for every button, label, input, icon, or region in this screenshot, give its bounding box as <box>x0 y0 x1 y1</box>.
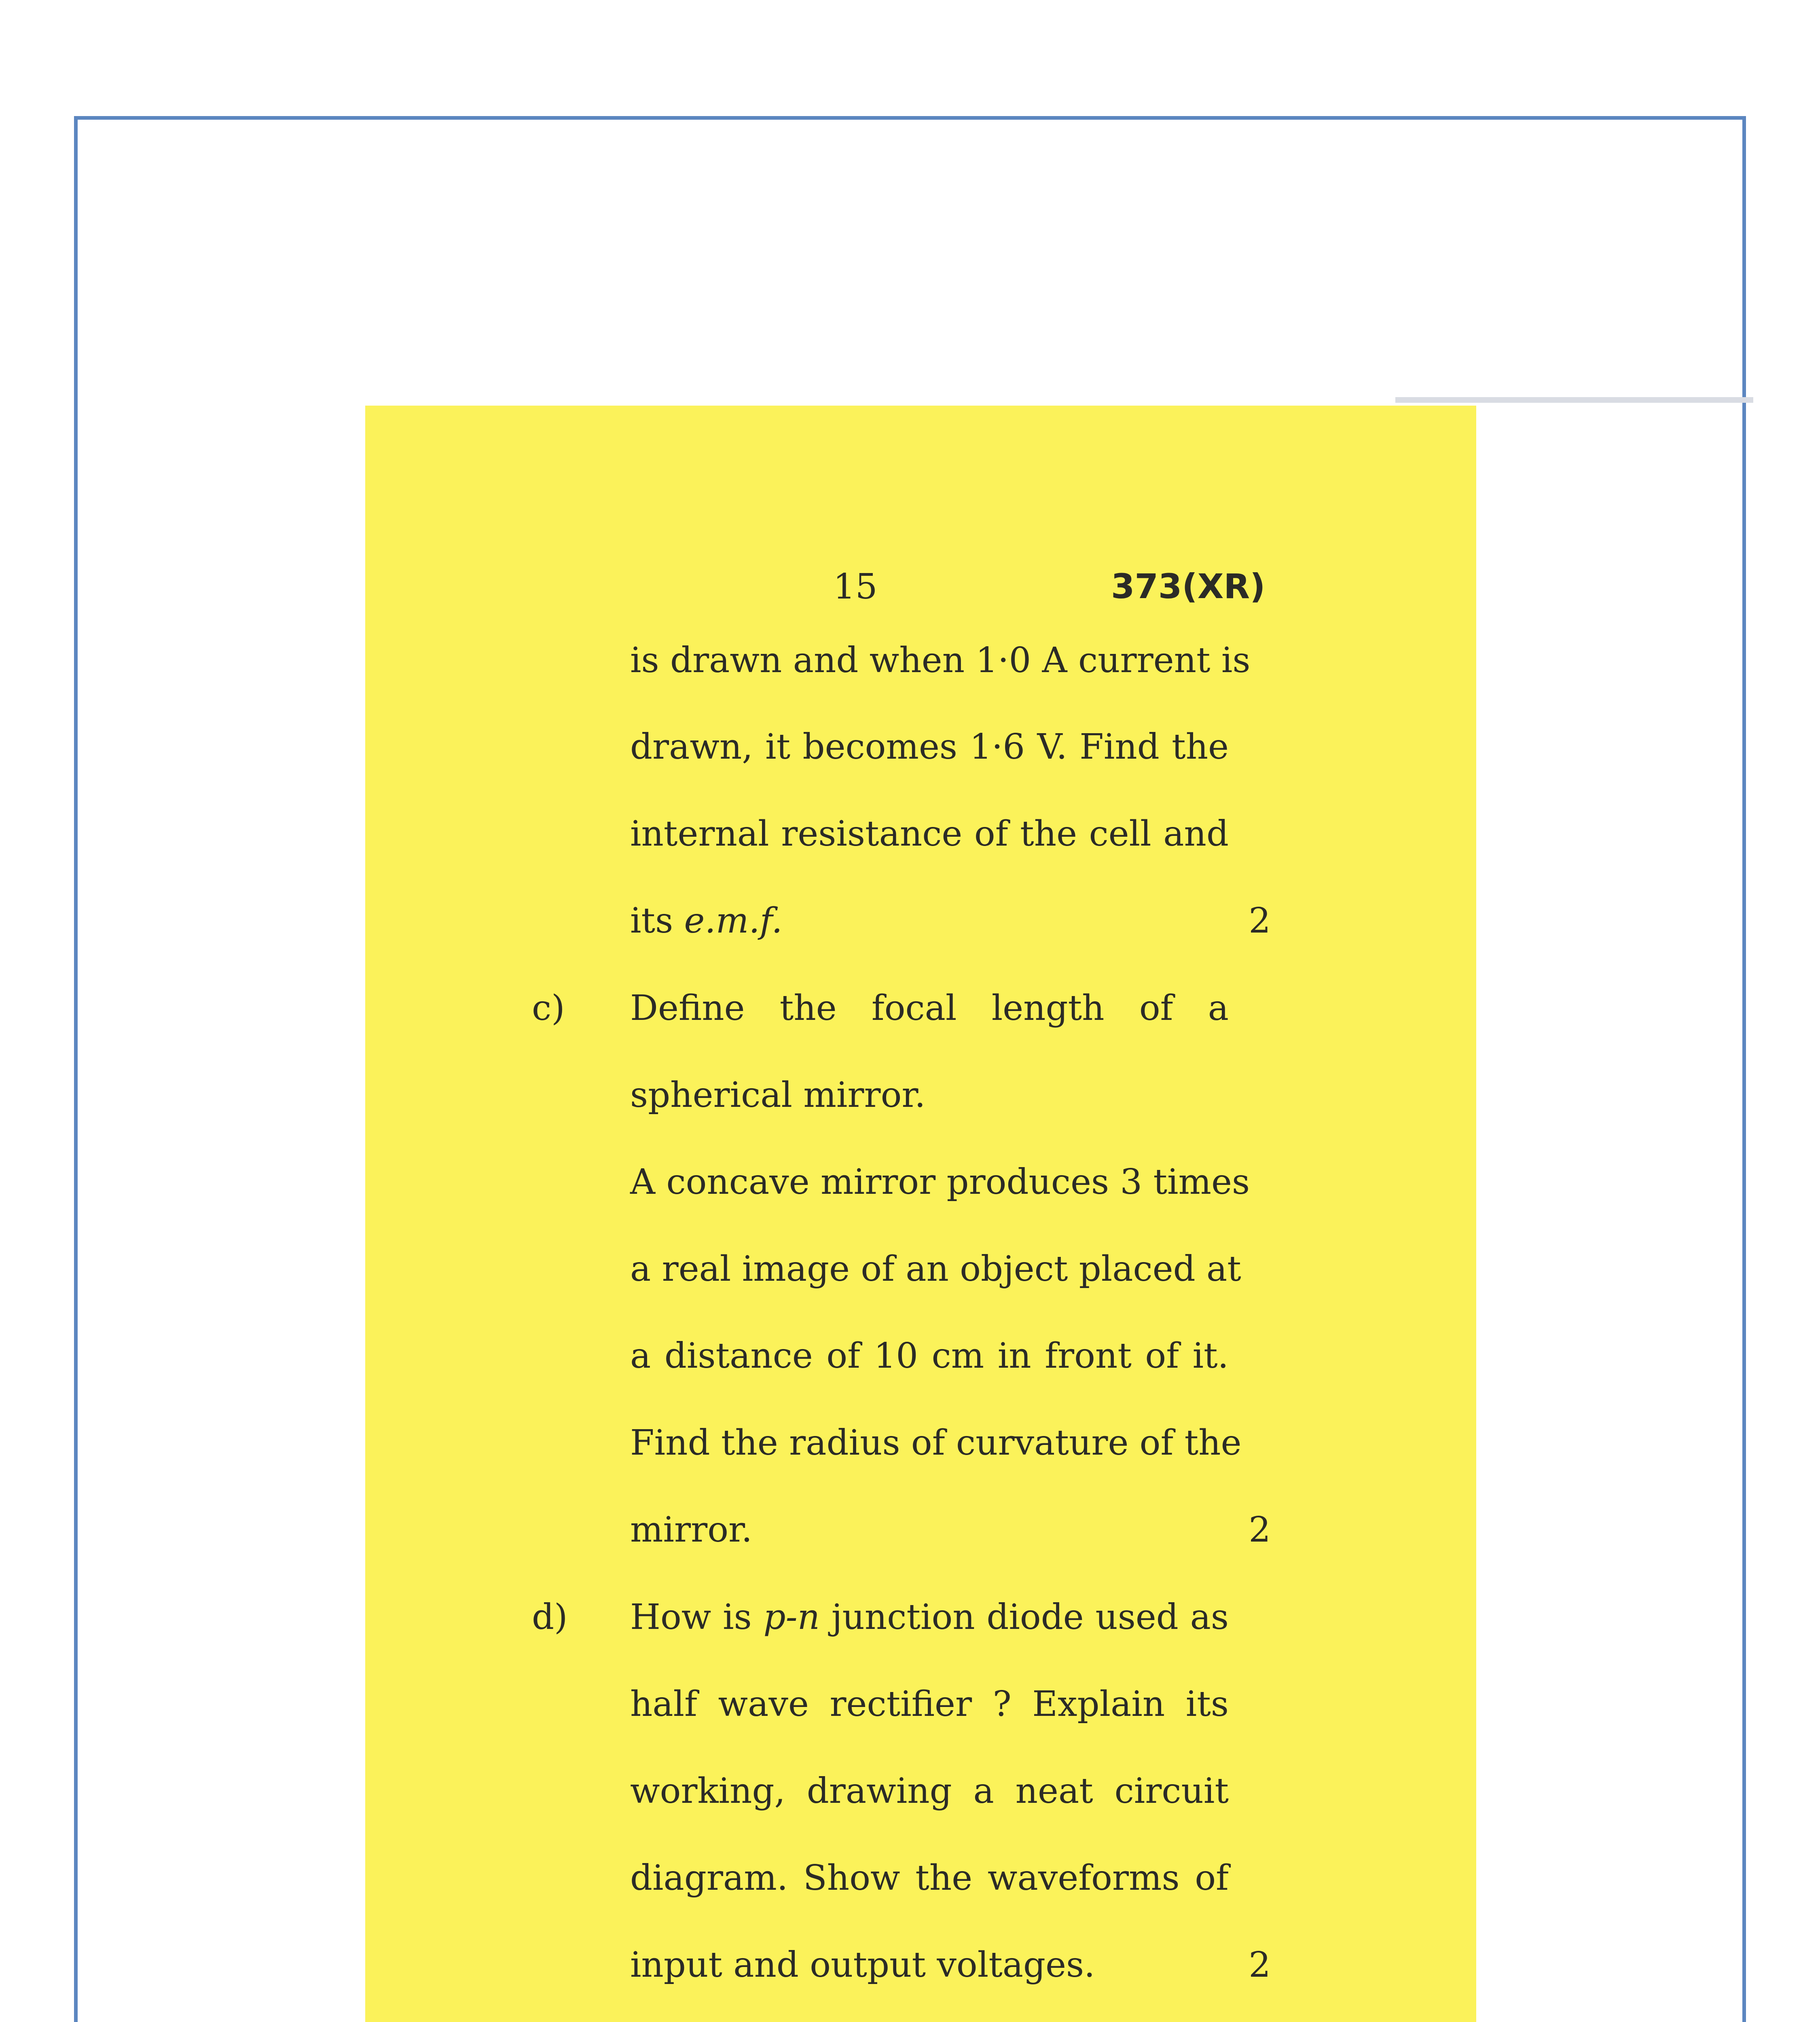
page-number: 15 <box>833 567 878 607</box>
question-b-last-line <box>630 901 1229 941</box>
question-d-label: d) <box>532 1597 568 1637</box>
question-d-first-line <box>630 1597 1229 1637</box>
exam-paper-sheet <box>365 406 1476 2022</box>
question-d-line: working, drawing a neat circuit <box>630 1771 1229 1811</box>
question-c-line: A concave mirror produces 3 times <box>630 1162 1250 1202</box>
paper-code: 373(XR) <box>1111 567 1266 606</box>
question-c-line: mirror. <box>630 1510 753 1550</box>
question-b-line: drawn, it becomes 1·6 V. Find the <box>630 727 1229 767</box>
question-c-line: Find the radius of curvature of the <box>630 1423 1242 1463</box>
question-d-line: half wave rectifier ? Explain its <box>630 1684 1229 1724</box>
question-b-line: internal resistance of the cell and <box>630 814 1229 854</box>
pn-term: p-n <box>763 1597 820 1637</box>
question-d-suffix: junction diode used as <box>820 1597 1229 1637</box>
question-c-label: c) <box>532 988 565 1028</box>
question-c-line: Define the focal length of a <box>630 988 1229 1028</box>
scan-edge-strip <box>1395 397 1753 403</box>
question-b-marks: 2 <box>1249 901 1271 941</box>
question-c-line: spherical mirror. <box>630 1075 926 1115</box>
question-c-line: a real image of an object placed at <box>630 1249 1241 1289</box>
question-b-line: is drawn and when 1·0 A current is <box>630 640 1251 681</box>
question-b-last-prefix: its <box>630 901 684 941</box>
question-d-marks: 2 <box>1249 1945 1271 1985</box>
emf-term: e.m.f. <box>684 901 783 941</box>
question-d-line: input and output voltages. <box>630 1945 1095 1985</box>
question-d-line: diagram. Show the waveforms of <box>630 1858 1229 1898</box>
question-c-line: a distance of 10 cm in front of it. <box>630 1336 1229 1376</box>
question-d-prefix: How is <box>630 1597 764 1637</box>
question-c-marks: 2 <box>1249 1510 1271 1550</box>
